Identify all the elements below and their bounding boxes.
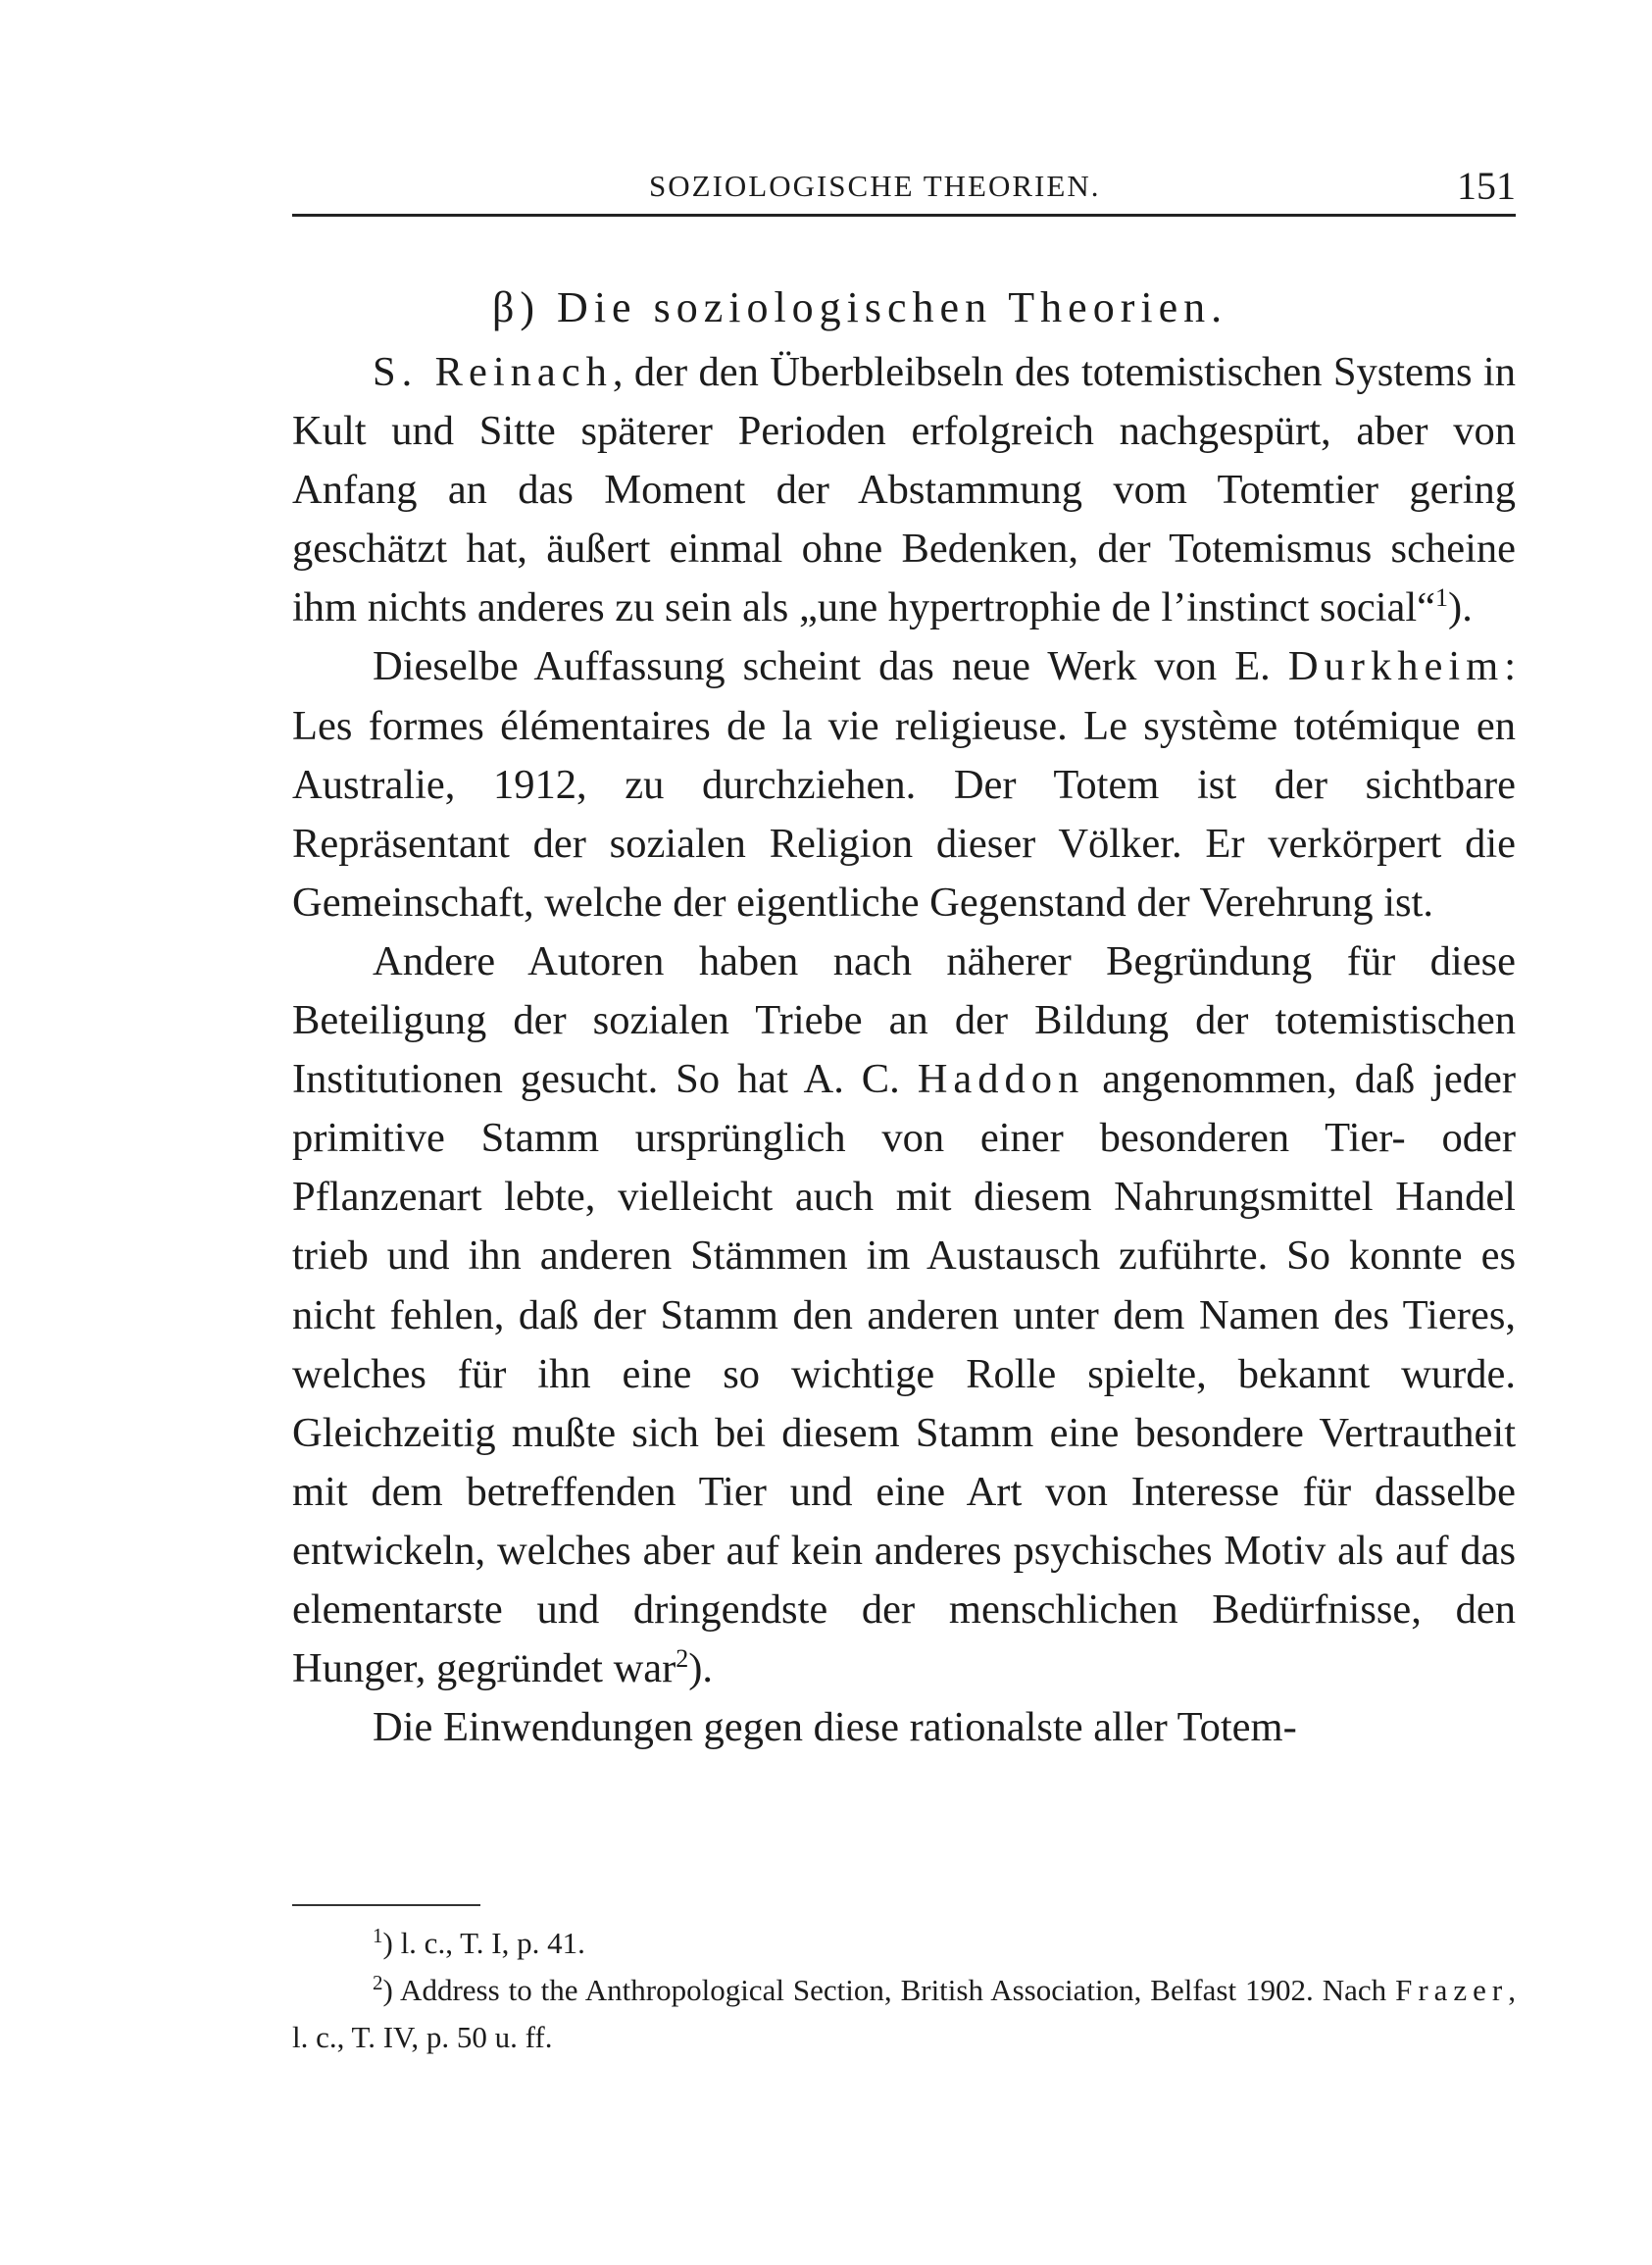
footnotes xyxy=(292,1920,1516,2061)
paragraph-text: Dieselbe Auffassung scheint das neue Werk von E. xyxy=(373,643,1288,690)
footnote-text: ) Address to the Anthropological Section, British Association, Belfast 1902. Nach xyxy=(382,1973,1396,2007)
page-number: 151 xyxy=(1457,164,1516,208)
footnote-text: , l. c., T. IV, p. 50 u. ff. xyxy=(292,1973,1516,2054)
author-name: Frazer xyxy=(1395,1973,1509,2007)
footnote-reference: 2 xyxy=(676,1644,689,1674)
paragraph-text: : Les formes élémentaires de la vie religieuse. Le système totémique en Australie, 1912, zu durchziehen. Der Totem ist der sichtbare Repräsentant der sozialen Religion dieser Völker. Er verkörpert die Gemeinschaft, welche der eigentliche Gegenstand der Verehrung ist. xyxy=(292,643,1516,926)
paragraph-einwendungen xyxy=(292,1698,1516,1757)
footnote-2 xyxy=(292,1967,1516,2061)
section-heading: β) Die soziologischen Theorien. xyxy=(492,283,1228,331)
author-name: Haddon xyxy=(917,1056,1085,1103)
author-name: S. Reinach xyxy=(373,349,613,395)
paragraph-text: angenommen, daß jeder primitive Stamm ursprünglich von einer besonderen Tier- oder Pflanzenart lebte, vielleicht auch mit diesem Nahrungsmittel Handel trieb und ihn anderen Stämmen im Austausch zuführte. So konnte es nicht fehlen, daß der Stamm den anderen unter dem Namen des Tieres, welches für ihn eine so wichtige Rolle spielte, bekannt wurde. Gleichzeitig mußte sich bei diesem Stamm eine besondere Vertrautheit mit dem betreffenden Tier und eine Art von Interesse für dasselbe entwickeln, welches aber auf kein anderes psychisches Motiv als auf das elementarste und dringendste der menschlichen Bedürfnisse, den Hunger, gegründet war xyxy=(292,1056,1516,1692)
paragraph-text: ). xyxy=(688,1645,714,1692)
footnote-mark: 1 xyxy=(373,1924,383,1947)
paragraph-durkheim xyxy=(292,637,1516,931)
footnote-1 xyxy=(292,1920,1516,1967)
footnote-divider xyxy=(292,1904,480,1906)
paragraph-text: , der den Überbleibseln des totemistischen Systems in Kult und Sitte späterer Perioden erfolgreich nachgespürt, aber von Anfang an das Moment der Abstammung vom Totemtier gering geschätzt hat, äußert einmal ohne Bedenken, der Totemismus scheine ihm nichts anderes zu sein als „une hypertrophie de l’instinct social“ xyxy=(292,349,1516,631)
footnote-reference: 1 xyxy=(1435,583,1449,613)
paragraph-text: ). xyxy=(1448,584,1473,631)
paragraph-reinach xyxy=(292,343,1516,637)
paragraph-haddon xyxy=(292,932,1516,1698)
paragraph-text: Andere Autoren haben nach näherer Begründung für diese Beteiligung der sozialen Triebe an der Bildung der totemistischen Institutionen gesucht. So hat A. C. xyxy=(292,937,1516,1103)
running-title: SOZIOLOGISCHE THEORIEN. xyxy=(649,169,1101,203)
footnote-mark: 2 xyxy=(373,1971,383,1994)
body-text xyxy=(292,343,1516,1757)
author-name: Durkheim xyxy=(1287,643,1505,690)
running-header xyxy=(292,159,1516,217)
footnote-text: ) l. c., T. I, p. 41. xyxy=(382,1926,585,1960)
paragraph-text: Die Einwendungen gegen diese rationalste aller Totem- xyxy=(373,1704,1297,1751)
